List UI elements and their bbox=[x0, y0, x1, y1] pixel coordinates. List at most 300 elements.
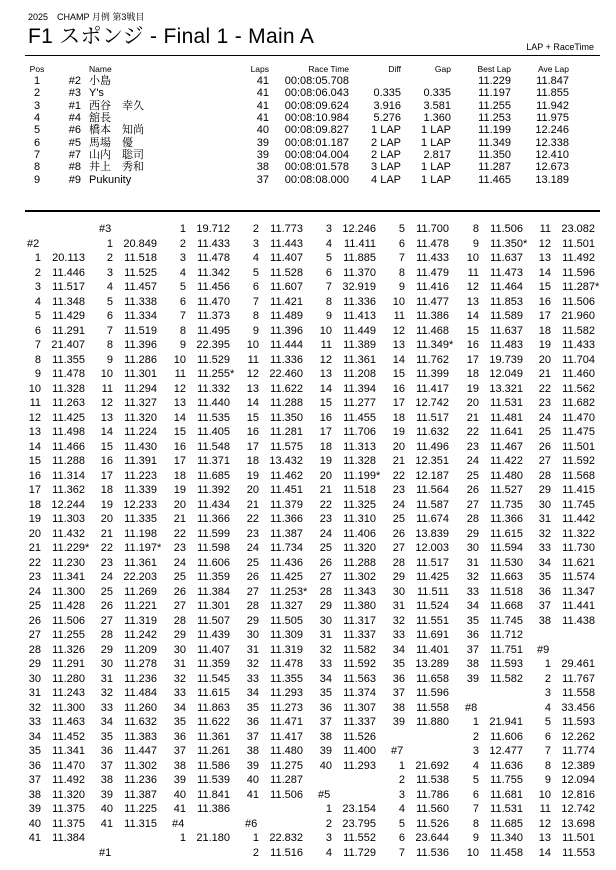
lap-time-cell bbox=[537, 483, 609, 498]
lap-time-cell bbox=[391, 686, 463, 701]
lap-number: 19 bbox=[100, 498, 113, 511]
lap-time: 11.456 bbox=[197, 281, 230, 293]
race-time-cell: 00:08:01.187 bbox=[284, 136, 349, 149]
lap-time: 11.275 bbox=[270, 759, 303, 772]
lap-number: 8 bbox=[544, 759, 551, 772]
lap-number: 13 bbox=[466, 295, 479, 308]
lap-number: 39 bbox=[319, 745, 332, 757]
lap-time: 11.478 bbox=[197, 252, 230, 264]
driver-name-cell: 橋本 知尚 bbox=[89, 124, 144, 137]
lap-time: 21.941 bbox=[489, 716, 523, 728]
lap-time-cell bbox=[245, 295, 317, 310]
lap-number: 26 bbox=[319, 556, 332, 569]
lap-number: 14 bbox=[538, 266, 551, 279]
lap-time: 11.606 bbox=[197, 556, 230, 569]
lap-time-cell bbox=[391, 498, 463, 513]
lap-time: 11.682 bbox=[562, 397, 595, 409]
lap-number: 5 bbox=[398, 223, 405, 235]
lap-number: 28 bbox=[466, 513, 479, 525]
lap-time: 11.230 bbox=[52, 556, 85, 569]
lap-time: 11.478 bbox=[52, 368, 85, 380]
lap-number: 35 bbox=[28, 745, 41, 757]
lap-time-cell bbox=[465, 338, 537, 353]
lap-time: 11.574 bbox=[562, 571, 595, 583]
lap-number: 25 bbox=[100, 585, 113, 598]
lap-time-cell bbox=[99, 570, 171, 585]
lap-number: 25 bbox=[28, 600, 41, 612]
lap-number: 10 bbox=[173, 353, 186, 366]
lap-number: 2 bbox=[544, 672, 551, 685]
lap-number: 16 bbox=[173, 440, 186, 453]
result-row bbox=[27, 124, 569, 136]
lap-time-cell bbox=[245, 382, 317, 397]
page-title: F1 スポンジ - Final 1 - Main A bbox=[28, 25, 315, 48]
lap-number: 19 bbox=[466, 382, 479, 395]
lap-time: 11.341 bbox=[52, 745, 85, 757]
lap-number: 11 bbox=[174, 368, 186, 380]
lap-time-cell bbox=[99, 657, 171, 672]
lap-time: 11.341 bbox=[52, 571, 85, 583]
lap-time-cell bbox=[465, 498, 537, 513]
lap-number: 30 bbox=[28, 672, 41, 685]
lap-number: 4 bbox=[325, 237, 332, 250]
driver-name-cell: 小島 bbox=[89, 75, 111, 88]
lap-time: 11.575 bbox=[270, 440, 303, 453]
lap-number: 10 bbox=[100, 368, 113, 380]
lap-time-cell bbox=[391, 266, 463, 281]
lap-number: 30 bbox=[173, 643, 186, 656]
lap-time-cell bbox=[318, 440, 390, 455]
lap-number: 16 bbox=[246, 426, 259, 438]
lap-time: 11.729 bbox=[343, 846, 376, 859]
lap-time-cell bbox=[99, 512, 171, 527]
lap-time-cell bbox=[99, 425, 171, 440]
lap-time: 11.593 bbox=[562, 716, 595, 728]
lap-time-cell bbox=[465, 512, 537, 527]
lap-number: 1 bbox=[398, 759, 405, 772]
lap-time-cell bbox=[391, 556, 463, 571]
ave-lap-cell: 11.855 bbox=[536, 87, 569, 100]
pos-cell: 8 bbox=[33, 161, 41, 174]
lap-time-cell bbox=[537, 773, 609, 788]
lap-time-cell bbox=[537, 382, 609, 397]
lap-number: 18 bbox=[392, 411, 405, 424]
lap-time: 11.361 bbox=[343, 353, 376, 366]
lap-time: 11.551 bbox=[416, 614, 449, 627]
pos-cell: 7 bbox=[33, 148, 41, 161]
lap-time-cell bbox=[27, 353, 99, 368]
lap-number: 1 bbox=[472, 716, 479, 728]
lap-number: 29 bbox=[246, 614, 259, 627]
lap-time: 11.691 bbox=[416, 629, 449, 641]
result-row bbox=[27, 100, 569, 112]
ave-lap-cell: 11.847 bbox=[536, 75, 569, 88]
lap-time-cell bbox=[245, 367, 317, 382]
lap-time: 11.501 bbox=[562, 440, 595, 453]
lap-time: 11.386 bbox=[416, 310, 449, 322]
lap-number: 38 bbox=[392, 701, 405, 714]
lap-number: 14 bbox=[100, 426, 113, 438]
lap-time: 11.700 bbox=[416, 223, 449, 235]
lap-time-cell bbox=[465, 730, 537, 745]
lap-time: 11.525 bbox=[124, 266, 157, 279]
lap-time-cell bbox=[465, 222, 537, 237]
lap-time: 11.253 bbox=[270, 585, 303, 598]
lap-number: 12 bbox=[538, 237, 551, 250]
lap-number: 18 bbox=[319, 440, 332, 453]
lap-time: 11.553 bbox=[562, 846, 595, 859]
lap-number: 18 bbox=[28, 498, 41, 511]
lap-number: 20 bbox=[173, 498, 186, 511]
lap-time: 11.314 bbox=[52, 469, 85, 482]
lap-time-cell bbox=[172, 222, 244, 237]
lap-number: 37 bbox=[246, 730, 259, 743]
driver-name-cell: Y's bbox=[89, 87, 104, 100]
lap-number: 35 bbox=[246, 701, 259, 714]
lap-number: 11 bbox=[539, 223, 551, 235]
lap-time: 11.517 bbox=[52, 281, 85, 293]
lap-number: 7 bbox=[106, 324, 113, 337]
lap-time: 21.692 bbox=[415, 759, 449, 772]
lap-number: 9 bbox=[179, 339, 186, 351]
lap-time-cell bbox=[99, 773, 171, 788]
lap-time: 11.361 bbox=[124, 556, 157, 569]
lap-time: 19.712 bbox=[196, 223, 230, 235]
ave-lap-cell: 12.338 bbox=[535, 136, 569, 149]
lap-time-cell bbox=[27, 831, 99, 846]
lap-time-cell bbox=[99, 788, 171, 803]
lap-number: 21 bbox=[538, 368, 551, 380]
lap-time-cell bbox=[99, 295, 171, 310]
car-header bbox=[537, 628, 609, 643]
lap-time: 11.457 bbox=[124, 281, 157, 293]
best-lap-cell: 11.287 bbox=[478, 161, 511, 174]
lap-time-cell bbox=[391, 817, 463, 832]
lap-time: 11.280 bbox=[52, 672, 85, 685]
lap-time: 11.516 bbox=[270, 846, 303, 859]
lap-time-cell bbox=[465, 411, 537, 426]
lap-time: 12.389 bbox=[561, 759, 595, 772]
lap-number: 19 bbox=[28, 513, 41, 525]
lap-number: 13 bbox=[173, 397, 186, 409]
lap-number: 7 bbox=[325, 281, 332, 293]
lap-number: 34 bbox=[28, 730, 41, 743]
lap-number: 10 bbox=[392, 295, 405, 308]
lap-number: 28 bbox=[100, 629, 113, 641]
lap-time-cell bbox=[99, 759, 171, 774]
lap-time-cell bbox=[537, 730, 609, 745]
lap-time: 11.277 bbox=[343, 397, 376, 409]
lap-time: 11.309 bbox=[270, 629, 303, 641]
lap-time-cell bbox=[172, 338, 244, 353]
lap-number: 23 bbox=[538, 397, 551, 409]
lap-time-cell bbox=[27, 527, 99, 542]
lap-time-cell bbox=[27, 773, 99, 788]
lap-time: 11.531 bbox=[490, 803, 523, 815]
lap-time: 11.405 bbox=[197, 426, 230, 438]
lap-time: 11.350 bbox=[270, 411, 303, 424]
lap-time: 11.425 bbox=[416, 571, 449, 583]
lap-time: 11.501 bbox=[562, 832, 595, 844]
lap-number: 36 bbox=[246, 716, 259, 728]
lap-time: 11.545 bbox=[197, 672, 230, 685]
lap-time: 11.735 bbox=[490, 498, 523, 511]
lap-time-cell bbox=[465, 309, 537, 324]
lap-time-cell bbox=[318, 599, 390, 614]
lap-time-cell bbox=[465, 672, 537, 687]
lap-number: 32 bbox=[319, 643, 332, 656]
lap-number: 29 bbox=[173, 629, 186, 641]
lap-number: 1 bbox=[252, 832, 259, 844]
car-header bbox=[318, 773, 390, 788]
lap-time: 11.730 bbox=[562, 542, 595, 554]
lap-time-cell bbox=[99, 527, 171, 542]
lap-number: 20 bbox=[392, 440, 405, 453]
lap-number: 22 bbox=[100, 542, 113, 554]
lap-number: 37 bbox=[100, 759, 113, 772]
lap-number: 23 bbox=[392, 484, 405, 496]
lap-number: 28 bbox=[392, 556, 405, 569]
lap-time: 11.607 bbox=[270, 281, 303, 293]
lap-time: 11.336 bbox=[343, 295, 376, 308]
lap-number: 3 bbox=[325, 832, 332, 844]
lap-time: 11.339 bbox=[124, 484, 157, 496]
lap-time-cell bbox=[245, 556, 317, 571]
lap-time: 21.407 bbox=[51, 339, 85, 351]
lap-column bbox=[465, 222, 537, 860]
lap-time-cell bbox=[391, 759, 463, 774]
lap-time-cell bbox=[27, 701, 99, 716]
lap-number: 8 bbox=[106, 339, 113, 351]
lap-time-cell bbox=[391, 701, 463, 716]
lap-time-cell bbox=[27, 657, 99, 672]
lap-time-cell bbox=[465, 846, 537, 861]
car-number-cell: #7 bbox=[68, 148, 81, 161]
lap-time-cell bbox=[245, 846, 317, 861]
lap-time: 11.480 bbox=[490, 469, 523, 482]
result-row bbox=[27, 161, 569, 173]
lap-number: 33 bbox=[538, 542, 551, 554]
lap-time-cell bbox=[245, 483, 317, 498]
lap-time: 12.816 bbox=[561, 788, 595, 801]
lap-number: 22 bbox=[466, 426, 479, 438]
lap-time-cell bbox=[318, 527, 390, 542]
lap-time-cell bbox=[172, 570, 244, 585]
lap-number: 29 bbox=[538, 484, 551, 496]
lap-number: 23 bbox=[173, 542, 186, 554]
lap-time-cell bbox=[172, 686, 244, 701]
lap-number: 24 bbox=[319, 527, 332, 540]
lap-time: 11.615 bbox=[197, 687, 230, 699]
lap-number: 41 bbox=[246, 788, 259, 801]
lap-time: 11.208 bbox=[343, 368, 376, 380]
lap-time-cell bbox=[537, 222, 609, 237]
lap-number: 5 bbox=[179, 281, 186, 293]
lap-time-cell bbox=[99, 251, 171, 266]
lap-time: 11.582 bbox=[562, 324, 595, 337]
lap-time: 11.370 bbox=[343, 266, 376, 279]
lap-number: 23 bbox=[100, 556, 113, 569]
lap-time: 11.396 bbox=[124, 339, 157, 351]
lap-number: 3 bbox=[544, 687, 551, 699]
lap-time: 11.606 bbox=[490, 730, 523, 743]
lap-time: 11.506 bbox=[52, 614, 85, 627]
lap-time: 11.745 bbox=[490, 614, 523, 627]
lap-time-cell bbox=[99, 353, 171, 368]
lap-time-cell bbox=[318, 367, 390, 382]
lap-time-cell bbox=[27, 338, 99, 353]
lap-time-cell bbox=[99, 585, 171, 600]
lap-number: 2 bbox=[325, 817, 332, 830]
lap-number: 12 bbox=[538, 817, 551, 830]
lap-number: 38 bbox=[319, 730, 332, 743]
laps-cell: 41 bbox=[256, 75, 269, 88]
lap-number: 10 bbox=[466, 846, 479, 859]
lap-number: 19 bbox=[246, 469, 259, 482]
lap-time-cell bbox=[465, 251, 537, 266]
lap-time-cell bbox=[99, 817, 171, 832]
lap-number: 41 bbox=[100, 817, 113, 830]
lap-time: 11.685 bbox=[197, 469, 230, 482]
gap-cell: 1 LAP bbox=[421, 124, 451, 137]
lap-time: 11.527 bbox=[490, 484, 523, 496]
lap-number: 4 bbox=[325, 846, 332, 859]
lap-time: 11.406 bbox=[343, 527, 376, 540]
lap-number: 34 bbox=[466, 600, 479, 612]
lap-number: 21 bbox=[173, 513, 186, 525]
lap-time: 11.517 bbox=[416, 411, 449, 424]
lap-time: 13.321 bbox=[489, 382, 523, 395]
lap-number: 11 bbox=[539, 803, 551, 815]
lap-time-cell bbox=[99, 266, 171, 281]
lap-number: 32 bbox=[246, 658, 259, 670]
laps-cell: 41 bbox=[256, 87, 269, 100]
lap-number: 4 bbox=[472, 759, 479, 772]
lap-time-cell bbox=[318, 570, 390, 585]
lap-number: 36 bbox=[173, 730, 186, 743]
lap-time-cell bbox=[465, 367, 537, 382]
lap-time: 11.433 bbox=[197, 237, 230, 250]
lap-time-cell bbox=[537, 396, 609, 411]
lap-number: 10 bbox=[466, 252, 479, 264]
lap-number: 15 bbox=[538, 281, 551, 293]
lap-time-cell bbox=[172, 469, 244, 484]
lap-time-cell bbox=[245, 541, 317, 556]
diff-cell: 0.335 bbox=[373, 87, 401, 100]
lap-time: 11.455 bbox=[343, 411, 376, 424]
lap-time-cell bbox=[391, 512, 463, 527]
lap-time: 11.589 bbox=[490, 310, 523, 322]
lap-time: 11.327 bbox=[124, 397, 157, 409]
lap-time-cell bbox=[391, 527, 463, 542]
lap-time: 11.447 bbox=[124, 745, 157, 757]
lap-time: 11.340 bbox=[490, 832, 523, 844]
lap-number: 7 bbox=[544, 745, 551, 757]
lap-time: 11.400 bbox=[343, 745, 376, 757]
lap-number: 4 bbox=[252, 252, 259, 264]
lap-number: 41 bbox=[28, 832, 41, 844]
lap-time-cell bbox=[99, 744, 171, 759]
lap-number: 25 bbox=[173, 571, 186, 583]
driver-name-cell: 馬場 優 bbox=[89, 136, 133, 149]
lap-time-cell bbox=[391, 483, 463, 498]
lap-time-cell bbox=[27, 483, 99, 498]
lap-time: 11.236 bbox=[124, 774, 157, 786]
lap-time-cell bbox=[99, 556, 171, 571]
lap-number: 16 bbox=[319, 411, 332, 424]
lap-time-cell bbox=[99, 440, 171, 455]
lap-number: 15 bbox=[173, 426, 186, 438]
lap-number: 40 bbox=[28, 817, 41, 830]
lap-number: 12 bbox=[319, 353, 332, 366]
lap-time: 11.568 bbox=[562, 469, 595, 482]
lap-time-cell bbox=[537, 251, 609, 266]
lap-time: 11.366 bbox=[270, 513, 303, 525]
lap-time: 11.401 bbox=[416, 643, 449, 656]
lap-number: 28 bbox=[28, 643, 41, 656]
car-header: #6 bbox=[245, 817, 258, 830]
lap-time-cell bbox=[537, 556, 609, 571]
lap-number: 30 bbox=[392, 585, 405, 598]
lap-number: 4 bbox=[179, 266, 186, 279]
lap-number: 6 bbox=[472, 788, 479, 801]
lap-time: 11.384 bbox=[197, 585, 230, 598]
lap-number: 7 bbox=[472, 803, 479, 815]
lap-time: 11.470 bbox=[52, 759, 85, 772]
lap-number: 3 bbox=[106, 266, 113, 279]
lap-time: 11.288 bbox=[343, 556, 376, 569]
lap-time-cell bbox=[318, 411, 390, 426]
lap-time-cell bbox=[391, 280, 463, 295]
lap-number: 12 bbox=[28, 411, 41, 424]
lap-number: 14 bbox=[246, 397, 259, 409]
results-header-row bbox=[27, 63, 569, 75]
lap-time: 11.582 bbox=[490, 672, 523, 685]
lap-number: 34 bbox=[319, 672, 332, 685]
lap-time-cell bbox=[27, 802, 99, 817]
lap-time: 11.337 bbox=[343, 716, 376, 728]
lap-time: 11.291 bbox=[52, 658, 85, 670]
lap-time: 11.478 bbox=[416, 237, 449, 250]
lap-time-cell bbox=[318, 266, 390, 281]
lap-time: 23.082 bbox=[561, 223, 595, 235]
lap-time: 11.526 bbox=[343, 730, 376, 743]
lap-time: 11.518 bbox=[343, 484, 376, 496]
lap-time: 11.552 bbox=[343, 832, 376, 844]
lap-time-cell bbox=[99, 237, 171, 252]
driver-name-cell: 井上 秀和 bbox=[89, 161, 144, 174]
lap-time-cell bbox=[245, 730, 317, 745]
lap-time-cell bbox=[27, 324, 99, 339]
lap-time: 11.375 bbox=[52, 803, 85, 815]
lap-time: 11.350 bbox=[490, 237, 523, 250]
lap-number: 16 bbox=[28, 469, 41, 482]
race-time-cell: 00:08:09.827 bbox=[284, 124, 349, 137]
col-diff: Diff bbox=[388, 64, 401, 74]
lap-number: 2 bbox=[179, 237, 186, 250]
lap-time-cell bbox=[245, 309, 317, 324]
lap-number: 3 bbox=[252, 237, 259, 250]
lap-time-cell bbox=[318, 309, 390, 324]
lap-time: 11.460 bbox=[562, 368, 595, 380]
lap-number: 14 bbox=[319, 382, 332, 395]
lap-time: 11.379 bbox=[270, 498, 303, 511]
lap-number: 8 bbox=[325, 295, 332, 308]
lap-time: 11.492 bbox=[52, 774, 85, 786]
lap-time: 12.742 bbox=[415, 397, 449, 409]
driver-name-cell: Pukunity bbox=[89, 173, 132, 186]
col-best-lap: Best Lap bbox=[477, 64, 511, 74]
